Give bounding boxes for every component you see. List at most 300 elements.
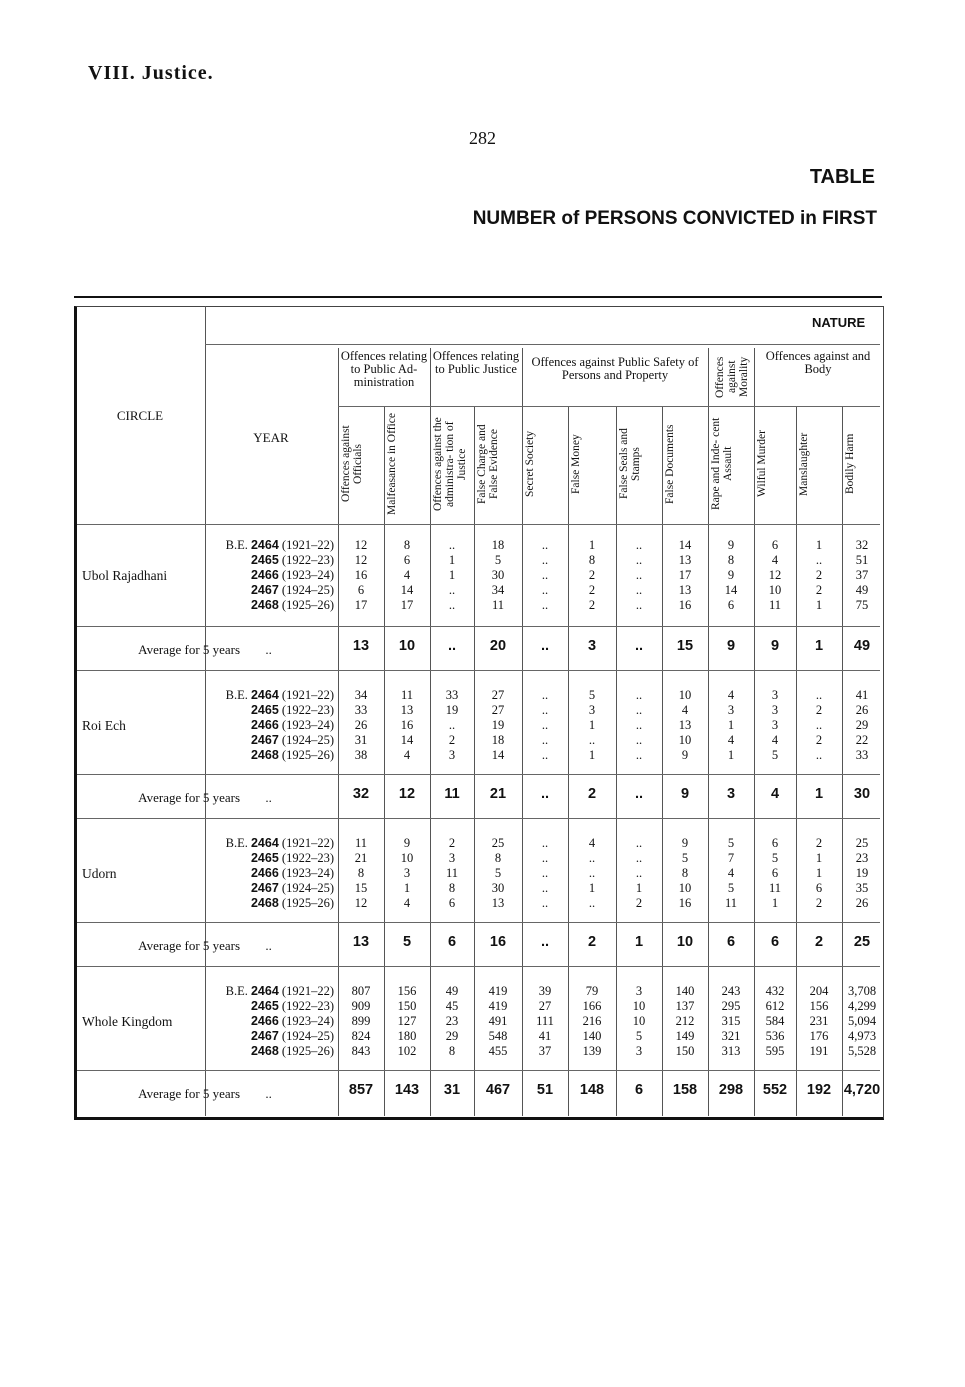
average-value: 6	[447, 934, 457, 950]
group-header: Offences relating to Public Justice	[432, 349, 520, 376]
year-row	[206, 896, 334, 911]
value-cell: 1	[588, 748, 596, 762]
value-cell: 19	[445, 703, 459, 717]
value-cell: 5,094	[847, 1014, 877, 1028]
value-cell: ..	[448, 598, 456, 612]
value-cell: 6	[448, 896, 456, 910]
value-column	[662, 688, 708, 763]
year-row	[206, 1014, 334, 1029]
value-cell: 5	[681, 851, 689, 865]
value-column	[338, 688, 384, 763]
value-cell: 3	[448, 748, 456, 762]
year-ce: (1925–26)	[278, 1044, 334, 1058]
circle-name: Udorn	[82, 866, 117, 881]
value-cell: 13	[678, 583, 692, 597]
average-value: 4,720	[843, 1082, 881, 1098]
year-row	[206, 688, 334, 703]
average-value: 10	[398, 638, 416, 654]
year-ce: (1923–24)	[278, 718, 334, 732]
header-bottom-rule	[77, 524, 880, 525]
group-header: Offences against Morality	[714, 356, 750, 398]
value-cell: 1	[815, 866, 823, 880]
value-cell: 16	[354, 568, 368, 582]
column-header: False Seals and Stamps	[618, 428, 642, 500]
value-cell: 295	[721, 999, 741, 1013]
year-prefix: B.E.	[225, 538, 251, 552]
value-cell: 2	[815, 733, 823, 747]
year-ce: (1924–25)	[278, 1029, 334, 1043]
column-header: False Money	[570, 434, 582, 494]
value-cell: 4	[403, 568, 411, 582]
year-row	[206, 718, 334, 733]
year-be: 2466	[250, 866, 279, 880]
value-cell: 12	[354, 538, 368, 552]
value-cell: 1	[448, 553, 456, 567]
row-rule	[77, 670, 880, 671]
value-cell: 4	[727, 866, 735, 880]
value-cell: 6	[357, 583, 365, 597]
value-cell: ..	[448, 718, 456, 732]
value-cell: 8	[403, 538, 411, 552]
average-value: 298	[718, 1082, 744, 1098]
year-ce: (1921–22)	[278, 984, 334, 998]
value-cell: ..	[635, 851, 643, 865]
column-header: False Documents	[664, 424, 676, 504]
value-column	[568, 836, 616, 911]
year-list	[206, 984, 334, 1059]
value-column	[616, 836, 662, 911]
average-label	[80, 938, 330, 954]
value-cell: 3,708	[847, 984, 877, 998]
value-column	[754, 538, 796, 613]
value-cell: 11	[445, 866, 459, 880]
column-header: Bodily Harm	[844, 433, 856, 495]
value-cell: 243	[721, 984, 741, 998]
value-cell: 5	[588, 688, 596, 702]
value-cell: 33	[445, 688, 459, 702]
year-row	[206, 733, 334, 748]
year-be: 2468	[250, 598, 279, 612]
year-ce: (1924–25)	[278, 733, 334, 747]
value-column	[662, 538, 708, 613]
value-cell: 14	[491, 748, 505, 762]
value-cell: 10	[678, 688, 692, 702]
value-cell: 8	[448, 1044, 456, 1058]
year-be: 2466	[250, 1014, 279, 1028]
average-value: 2	[587, 934, 597, 950]
average-value: 192	[806, 1082, 832, 1098]
value-cell: ..	[588, 851, 596, 865]
average-value: 6	[770, 934, 780, 950]
value-cell: 11	[491, 598, 505, 612]
average-value: 13	[352, 638, 370, 654]
year-prefix: B.E.	[225, 836, 251, 850]
average-value: ..	[447, 638, 457, 654]
value-cell: 25	[855, 836, 869, 850]
value-cell: 16	[400, 718, 414, 732]
value-cell: 4	[771, 733, 779, 747]
value-cell: 313	[721, 1044, 741, 1058]
average-value: 49	[853, 638, 871, 654]
value-cell: 2	[588, 568, 596, 582]
nature-rule	[205, 344, 880, 345]
value-cell: 16	[678, 896, 692, 910]
value-cell: 212	[675, 1014, 695, 1028]
value-cell: 11	[768, 598, 782, 612]
value-cell: 3	[448, 851, 456, 865]
value-cell: 909	[351, 999, 371, 1013]
value-cell: 612	[765, 999, 785, 1013]
value-column	[662, 836, 708, 911]
value-cell: 11	[354, 836, 368, 850]
value-cell: 13	[400, 703, 414, 717]
group-header: Offences against Public Safety of Persons and Property	[531, 355, 699, 382]
year-be: 2465	[250, 999, 279, 1013]
value-cell: 27	[538, 999, 552, 1013]
value-cell: ..	[541, 896, 549, 910]
value-cell: 13	[678, 553, 692, 567]
year-row	[206, 851, 334, 866]
year-ce: (1925–26)	[278, 896, 334, 910]
value-cell: ..	[541, 598, 549, 612]
value-cell: ..	[588, 866, 596, 880]
value-column	[796, 538, 842, 613]
value-cell: 49	[855, 583, 869, 597]
average-value: 1	[634, 934, 644, 950]
value-cell: 8	[681, 866, 689, 880]
value-cell: ..	[448, 538, 456, 552]
value-column	[616, 688, 662, 763]
year-row	[206, 568, 334, 583]
year-ce: (1922–23)	[278, 553, 334, 567]
value-cell: 4	[403, 896, 411, 910]
average-value: 6	[726, 934, 736, 950]
value-column	[384, 984, 430, 1059]
year-ce: (1921–22)	[278, 836, 334, 850]
year-be: 2468	[250, 748, 279, 762]
value-cell: 8	[448, 881, 456, 895]
average-value: 6	[634, 1082, 644, 1098]
value-column	[384, 538, 430, 613]
value-cell: 1	[727, 718, 735, 732]
value-cell: 27	[491, 688, 505, 702]
value-cell: 3	[635, 1044, 643, 1058]
year-be: 2466	[250, 568, 279, 582]
value-cell: ..	[635, 866, 643, 880]
average-value: 15	[676, 638, 694, 654]
year-ce: (1924–25)	[278, 583, 334, 597]
value-cell: 12	[768, 568, 782, 582]
average-value: 467	[485, 1082, 511, 1098]
value-cell: 6	[771, 866, 779, 880]
value-cell: 4	[588, 836, 596, 850]
value-cell: 807	[351, 984, 371, 998]
average-value: 9	[726, 638, 736, 654]
value-cell: 150	[397, 999, 417, 1013]
value-cell: 14	[678, 538, 692, 552]
value-cell: 45	[445, 999, 459, 1013]
year-row	[206, 1029, 334, 1044]
average-label-dots: ..	[262, 938, 272, 953]
average-value: ..	[540, 638, 550, 654]
value-cell: 3	[635, 984, 643, 998]
value-column	[568, 688, 616, 763]
year-be: 2466	[250, 718, 279, 732]
circle-name: Roi Ech	[82, 718, 126, 733]
value-cell: ..	[541, 553, 549, 567]
value-cell: ..	[541, 688, 549, 702]
row-rule	[77, 1070, 880, 1071]
value-column	[384, 836, 430, 911]
average-value: 552	[762, 1082, 788, 1098]
row-rule	[77, 774, 880, 775]
value-cell: 204	[809, 984, 829, 998]
value-cell: 26	[354, 718, 368, 732]
value-cell: 3	[771, 718, 779, 732]
value-cell: ..	[541, 583, 549, 597]
value-cell: 4	[727, 733, 735, 747]
header-circle: CIRCLE	[116, 408, 164, 423]
value-cell: 156	[397, 984, 417, 998]
value-cell: 37	[538, 1044, 552, 1058]
average-label-dots: ..	[262, 790, 272, 805]
row-rule	[77, 818, 880, 819]
year-be: 2467	[250, 583, 279, 597]
value-column	[522, 836, 568, 911]
value-cell: 1	[727, 748, 735, 762]
value-cell: 8	[494, 851, 502, 865]
value-column	[474, 984, 522, 1059]
value-cell: 49	[445, 984, 459, 998]
column-header: Offences against Officials	[340, 425, 364, 503]
value-cell: 5	[771, 748, 779, 762]
value-column	[708, 836, 754, 911]
value-cell: 3	[771, 703, 779, 717]
value-cell: 140	[675, 984, 695, 998]
value-cell: 140	[582, 1029, 602, 1043]
table-label: TABLE	[809, 166, 875, 188]
average-value: 1	[814, 638, 824, 654]
value-cell: 584	[765, 1014, 785, 1028]
value-cell: 102	[397, 1044, 417, 1058]
value-column	[796, 836, 842, 911]
average-value: 25	[853, 934, 871, 950]
year-row	[206, 553, 334, 568]
value-cell: 17	[354, 598, 368, 612]
value-cell: 7	[727, 851, 735, 865]
value-cell: 1	[815, 598, 823, 612]
value-cell: 2	[815, 703, 823, 717]
value-cell: 139	[582, 1044, 602, 1058]
year-ce: (1921–22)	[278, 538, 334, 552]
value-cell: ..	[635, 688, 643, 702]
value-cell: 548	[488, 1029, 508, 1043]
value-column	[842, 538, 882, 613]
value-cell: 1	[588, 538, 596, 552]
value-cell: 30	[491, 881, 505, 895]
value-cell: 315	[721, 1014, 741, 1028]
value-cell: ..	[635, 703, 643, 717]
value-column	[474, 836, 522, 911]
row-rule	[77, 966, 880, 967]
year-ce: (1925–26)	[278, 748, 334, 762]
value-cell: 18	[491, 733, 505, 747]
value-cell: ..	[588, 733, 596, 747]
year-row	[206, 836, 334, 851]
column-header: Rape and Inde- cent Assault	[710, 417, 734, 511]
value-column	[568, 984, 616, 1059]
average-value: ..	[634, 638, 644, 654]
value-cell: 176	[809, 1029, 829, 1043]
value-cell: 15	[354, 881, 368, 895]
average-label-dots: ..	[262, 642, 272, 657]
table-top-rule	[74, 296, 882, 298]
value-cell: 156	[809, 999, 829, 1013]
value-cell: 9	[681, 748, 689, 762]
year-ce: (1921–22)	[278, 688, 334, 702]
value-cell: 41	[538, 1029, 552, 1043]
column-header: Secret Society	[524, 430, 536, 498]
average-value: 30	[853, 786, 871, 802]
value-cell: 41	[855, 688, 869, 702]
value-column	[842, 984, 882, 1059]
average-label-dots: ..	[262, 1086, 272, 1101]
value-cell: 12	[354, 896, 368, 910]
value-cell: 1	[635, 881, 643, 895]
value-cell: 843	[351, 1044, 371, 1058]
average-value: ..	[540, 934, 550, 950]
year-ce: (1923–24)	[278, 1014, 334, 1028]
value-cell: 4	[681, 703, 689, 717]
value-cell: 14	[724, 583, 738, 597]
value-cell: ..	[635, 836, 643, 850]
value-cell: 419	[488, 984, 508, 998]
year-list	[206, 688, 334, 763]
average-value: 857	[348, 1082, 374, 1098]
value-cell: 25	[491, 836, 505, 850]
value-cell: 2	[448, 733, 456, 747]
average-value: 5	[402, 934, 412, 950]
value-cell: 9	[403, 836, 411, 850]
year-row	[206, 999, 334, 1014]
value-cell: 1	[815, 538, 823, 552]
value-cell: 33	[354, 703, 368, 717]
value-cell: ..	[635, 733, 643, 747]
value-cell: 14	[400, 583, 414, 597]
value-cell: 5	[727, 881, 735, 895]
value-cell: 51	[855, 553, 869, 567]
year-be: 2467	[250, 1029, 279, 1043]
header-year: YEAR	[253, 430, 289, 445]
value-cell: 11	[724, 896, 738, 910]
value-cell: 491	[488, 1014, 508, 1028]
value-cell: 595	[765, 1044, 785, 1058]
year-be: 2468	[250, 896, 279, 910]
value-cell: 29	[855, 718, 869, 732]
year-be: 2464	[250, 688, 279, 702]
value-cell: 11	[768, 881, 782, 895]
value-cell: ..	[588, 896, 596, 910]
column-header: Malfeasance in Office	[386, 413, 398, 515]
year-be: 2467	[250, 733, 279, 747]
value-cell: 150	[675, 1044, 695, 1058]
value-column	[754, 688, 796, 763]
average-value: ..	[634, 786, 644, 802]
year-row	[206, 538, 334, 553]
column-header: False Charge and False Evidence	[476, 424, 500, 504]
value-cell: 10	[632, 999, 646, 1013]
year-be: 2465	[250, 703, 279, 717]
value-cell: 2	[815, 836, 823, 850]
average-value: 2	[814, 934, 824, 950]
value-cell: 17	[400, 598, 414, 612]
average-value: 16	[489, 934, 507, 950]
value-cell: 2	[588, 598, 596, 612]
value-cell: 4	[403, 748, 411, 762]
value-cell: 8	[588, 553, 596, 567]
value-cell: 18	[491, 538, 505, 552]
year-prefix: B.E.	[225, 984, 251, 998]
value-column	[754, 836, 796, 911]
value-cell: 6	[403, 553, 411, 567]
value-cell: 5	[771, 851, 779, 865]
value-cell: 10	[768, 583, 782, 597]
circle-name: Whole Kingdom	[82, 1014, 173, 1029]
column-header: Offences against the administra- tion of Justice	[432, 417, 468, 511]
group-header: Offences relating to Public Ad- ministration	[340, 349, 428, 389]
value-column	[708, 688, 754, 763]
year-row	[206, 866, 334, 881]
value-cell: 1	[588, 718, 596, 732]
average-label-text: Average for 5 years	[138, 642, 241, 657]
value-cell: 3	[588, 703, 596, 717]
value-cell: 34	[354, 688, 368, 702]
value-column	[522, 538, 568, 613]
year-be: 2465	[250, 553, 279, 567]
average-value: 9	[770, 638, 780, 654]
value-cell: 37	[855, 568, 869, 582]
value-cell: 321	[721, 1029, 741, 1043]
value-cell: ..	[815, 748, 823, 762]
value-column	[338, 836, 384, 911]
column-header: Manslaughter	[798, 432, 810, 496]
value-column	[474, 538, 522, 613]
year-row	[206, 583, 334, 598]
value-column	[522, 688, 568, 763]
value-column	[616, 984, 662, 1059]
year-ce: (1925–26)	[278, 598, 334, 612]
value-cell: 4	[727, 688, 735, 702]
value-cell: 4	[771, 553, 779, 567]
value-column	[430, 688, 474, 763]
value-column	[568, 538, 616, 613]
average-label	[80, 642, 330, 658]
value-cell: 23	[855, 851, 869, 865]
value-cell: 5,528	[847, 1044, 877, 1058]
value-cell: 149	[675, 1029, 695, 1043]
value-cell: ..	[635, 553, 643, 567]
value-cell: 3	[727, 703, 735, 717]
year-be: 2467	[250, 881, 279, 895]
value-cell: 1	[815, 851, 823, 865]
value-cell: 79	[585, 984, 599, 998]
value-cell: 111	[536, 1014, 554, 1028]
year-ce: (1924–25)	[278, 881, 334, 895]
value-cell: 6	[771, 538, 779, 552]
row-rule	[77, 922, 880, 923]
year-ce: (1922–23)	[278, 851, 334, 865]
value-cell: 13	[678, 718, 692, 732]
